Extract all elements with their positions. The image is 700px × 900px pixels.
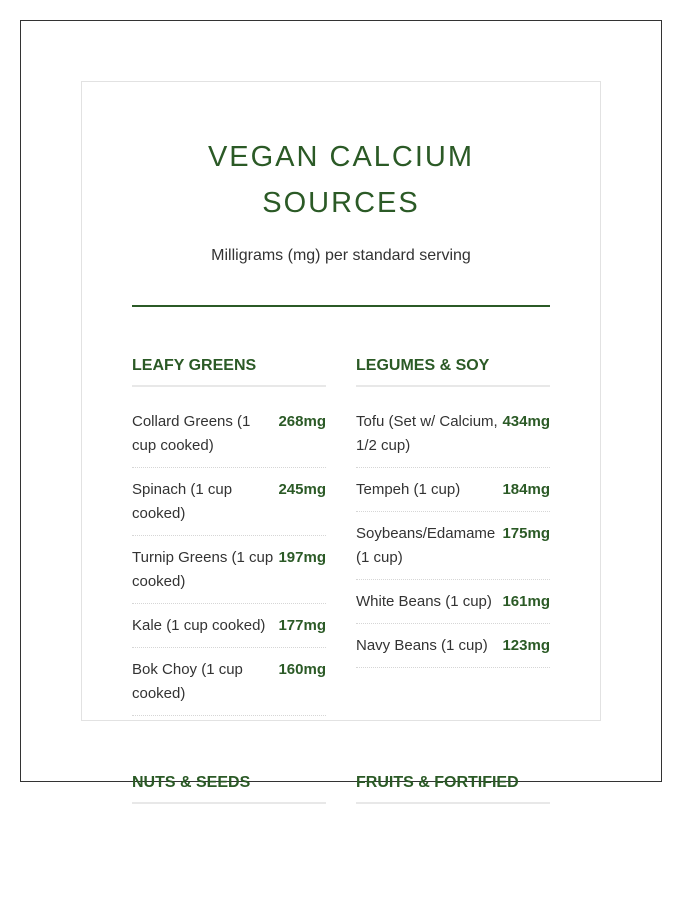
calcium-amount: 160mg [278,661,326,678]
section-legumes-soy [356,355,550,716]
section-fruits-fortified [356,772,550,804]
food-name: Tempeh (1 cup) [356,481,461,498]
calcium-amount: 268mg [278,413,326,430]
item-list [132,402,326,716]
food-name: Kale (1 cup cooked) [132,617,266,634]
calcium-amount: 434mg [502,413,550,430]
food-name: Tofu (Set w/ Calcium, 1/2 cup) [356,413,498,454]
section-title: LEGUMES & SOY [356,355,550,387]
header-divider [132,305,550,307]
calcium-amount: 177mg [278,617,326,634]
section-title: LEAFY GREENS [132,355,326,387]
list-item [132,648,326,716]
list-item [132,468,326,536]
food-name: Turnip Greens (1 cup cooked) [132,549,274,590]
section-leafy-greens [132,355,326,716]
food-name: Bok Choy (1 cup cooked) [132,661,243,702]
list-item [356,624,550,668]
title-line-1: VEGAN CALCIUM [207,141,475,173]
calcium-amount: 161mg [502,593,550,610]
sections-grid [132,355,550,716]
calcium-amount: 123mg [502,637,550,654]
list-item [356,512,550,580]
food-name: White Beans (1 cup) [356,593,492,610]
main-content [132,134,550,716]
calcium-amount: 175mg [502,525,550,542]
food-name: Spinach (1 cup cooked) [132,481,233,522]
section-title: FRUITS & FORTIFIED [356,772,550,804]
title-line-2: SOURCES [262,187,420,219]
list-item [356,468,550,512]
calcium-amount: 184mg [502,481,550,498]
list-item [132,402,326,468]
list-item [356,402,550,468]
list-item [356,580,550,624]
calcium-amount: 245mg [278,481,326,498]
food-name: Collard Greens (1 cup cooked) [132,413,251,454]
list-item [132,536,326,604]
overflow-sections-grid [132,772,550,804]
page-title [132,134,550,226]
calcium-amount: 197mg [278,549,326,566]
food-name: Soybeans/Edamame (1 cup) [356,525,496,566]
food-name: Navy Beans (1 cup) [356,637,488,654]
item-list [356,402,550,668]
section-nuts-seeds [132,772,326,804]
page-subtitle: Milligrams (mg) per standard serving [211,247,471,264]
section-title: NUTS & SEEDS [132,772,326,804]
list-item [132,604,326,648]
